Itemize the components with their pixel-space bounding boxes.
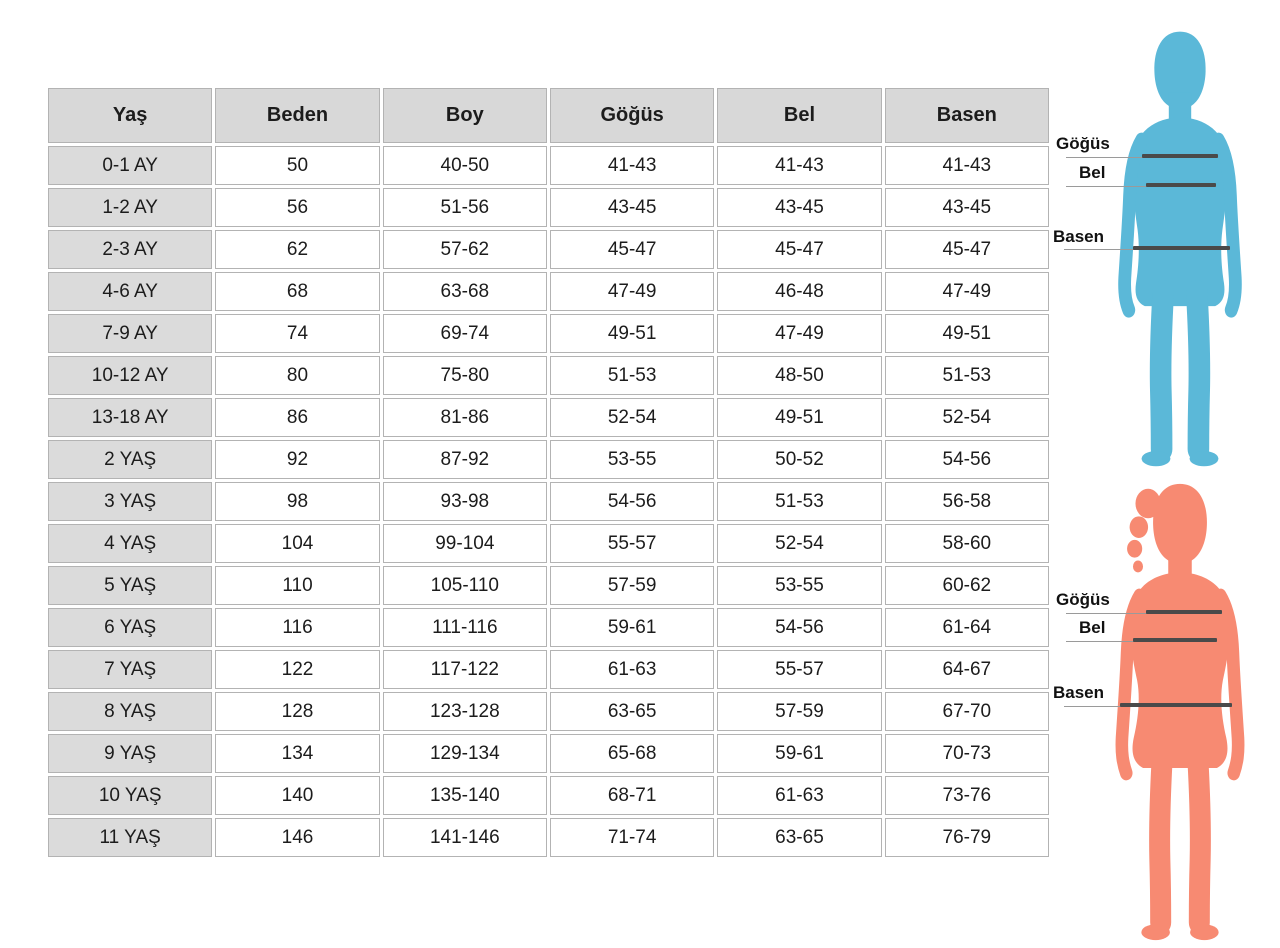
- column-header: Boy: [383, 88, 547, 143]
- size-cell: 52-54: [550, 398, 714, 437]
- size-cell: 68: [215, 272, 379, 311]
- size-cell: 80: [215, 356, 379, 395]
- size-cell: 60-62: [885, 566, 1049, 605]
- size-cell: 57-59: [550, 566, 714, 605]
- hip-measure-line-dark: [1133, 246, 1230, 250]
- size-cell: 86: [215, 398, 379, 437]
- size-cell: 49-51: [717, 398, 881, 437]
- size-cell: 49-51: [885, 314, 1049, 353]
- size-cell: 59-61: [717, 734, 881, 773]
- size-cell: 51-56: [383, 188, 547, 227]
- waist-measure-line-dark: [1146, 183, 1216, 187]
- chest-label: Göğüs: [1056, 134, 1110, 153]
- size-cell: 75-80: [383, 356, 547, 395]
- size-cell: 51-53: [885, 356, 1049, 395]
- age-row-header: 10-12 AY: [48, 356, 212, 395]
- size-cell: 105-110: [383, 566, 547, 605]
- size-cell: 56-58: [885, 482, 1049, 521]
- age-row-header: 2-3 AY: [48, 230, 212, 269]
- size-cell: 47-49: [717, 314, 881, 353]
- table-head: [48, 88, 1049, 143]
- size-cell: 53-55: [550, 440, 714, 479]
- age-row-header: 13-18 AY: [48, 398, 212, 437]
- age-row-header: 9 YAŞ: [48, 734, 212, 773]
- size-cell: 87-92: [383, 440, 547, 479]
- size-cell: 41-43: [717, 146, 881, 185]
- size-cell: 123-128: [383, 692, 547, 731]
- table-row: [48, 608, 1049, 647]
- table-row: [48, 650, 1049, 689]
- size-cell: 110: [215, 566, 379, 605]
- size-cell: 73-76: [885, 776, 1049, 815]
- size-cell: 140: [215, 776, 379, 815]
- table-row: [48, 482, 1049, 521]
- size-cell: 63-68: [383, 272, 547, 311]
- waist-measure-line-dark: [1133, 638, 1217, 642]
- size-cell: 45-47: [885, 230, 1049, 269]
- size-cell: 68-71: [550, 776, 714, 815]
- girl-figure-silhouette: [1096, 476, 1264, 946]
- size-cell: 61-63: [550, 650, 714, 689]
- size-cell: 40-50: [383, 146, 547, 185]
- size-cell: 141-146: [383, 818, 547, 857]
- table-row: [48, 230, 1049, 269]
- size-cell: 52-54: [717, 524, 881, 563]
- size-cell: 135-140: [383, 776, 547, 815]
- size-cell: 71-74: [550, 818, 714, 857]
- table-row: [48, 818, 1049, 857]
- size-cell: 61-64: [885, 608, 1049, 647]
- table-row: [48, 524, 1049, 563]
- age-row-header: 7 YAŞ: [48, 650, 212, 689]
- size-cell: 43-45: [550, 188, 714, 227]
- chest-measure-line-dark: [1146, 610, 1222, 614]
- size-cell: 54-56: [885, 440, 1049, 479]
- size-cell: 134: [215, 734, 379, 773]
- size-cell: 122: [215, 650, 379, 689]
- age-row-header: 4-6 AY: [48, 272, 212, 311]
- age-row-header: 1-2 AY: [48, 188, 212, 227]
- size-cell: 57-62: [383, 230, 547, 269]
- table-row: [48, 272, 1049, 311]
- chest-measure-line-dark: [1142, 154, 1218, 158]
- size-cell: 64-67: [885, 650, 1049, 689]
- size-cell: 98: [215, 482, 379, 521]
- size-cell: 41-43: [550, 146, 714, 185]
- hip-measure-line-dark: [1120, 703, 1232, 707]
- size-cell: 51-53: [717, 482, 881, 521]
- size-cell: 116: [215, 608, 379, 647]
- chest-label: Göğüs: [1056, 590, 1110, 609]
- table-row: [48, 734, 1049, 773]
- table-body: [48, 146, 1049, 857]
- table-row: [48, 692, 1049, 731]
- age-row-header: 11 YAŞ: [48, 818, 212, 857]
- table-row: [48, 776, 1049, 815]
- size-cell: 146: [215, 818, 379, 857]
- age-row-header: 7-9 AY: [48, 314, 212, 353]
- size-cell: 50: [215, 146, 379, 185]
- size-cell: 61-63: [717, 776, 881, 815]
- size-cell: 58-60: [885, 524, 1049, 563]
- table-row: [48, 146, 1049, 185]
- size-cell: 46-48: [717, 272, 881, 311]
- column-header: Göğüs: [550, 88, 714, 143]
- size-cell: 43-45: [885, 188, 1049, 227]
- size-cell: 48-50: [717, 356, 881, 395]
- column-header: Basen: [885, 88, 1049, 143]
- table-row: [48, 440, 1049, 479]
- hip-label: Basen: [1053, 683, 1105, 702]
- size-cell: 54-56: [550, 482, 714, 521]
- age-row-header: 8 YAŞ: [48, 692, 212, 731]
- waist-label: Bel: [1079, 163, 1106, 182]
- size-cell: 59-61: [550, 608, 714, 647]
- size-cell: 45-47: [717, 230, 881, 269]
- size-cell: 69-74: [383, 314, 547, 353]
- column-header: Yaş: [48, 88, 212, 143]
- table-row: [48, 398, 1049, 437]
- size-cell: 67-70: [885, 692, 1049, 731]
- age-row-header: 2 YAŞ: [48, 440, 212, 479]
- size-cell: 93-98: [383, 482, 547, 521]
- age-row-header: 5 YAŞ: [48, 566, 212, 605]
- size-cell: 41-43: [885, 146, 1049, 185]
- size-cell: 128: [215, 692, 379, 731]
- size-cell: 76-79: [885, 818, 1049, 857]
- column-header: Bel: [717, 88, 881, 143]
- size-cell: 57-59: [717, 692, 881, 731]
- hip-label: Basen: [1053, 227, 1105, 246]
- age-row-header: 4 YAŞ: [48, 524, 212, 563]
- size-cell: 99-104: [383, 524, 547, 563]
- size-cell: 104: [215, 524, 379, 563]
- size-cell: 63-65: [550, 692, 714, 731]
- size-cell: 55-57: [717, 650, 881, 689]
- size-cell: 55-57: [550, 524, 714, 563]
- size-cell: 53-55: [717, 566, 881, 605]
- age-row-header: 0-1 AY: [48, 146, 212, 185]
- table-row: [48, 314, 1049, 353]
- size-cell: 52-54: [885, 398, 1049, 437]
- size-cell: 74: [215, 314, 379, 353]
- header-row: [48, 88, 1049, 143]
- size-cell: 62: [215, 230, 379, 269]
- table-row: [48, 188, 1049, 227]
- size-cell: 45-47: [550, 230, 714, 269]
- size-cell: 117-122: [383, 650, 547, 689]
- size-cell: 65-68: [550, 734, 714, 773]
- table-row: [48, 566, 1049, 605]
- size-cell: 43-45: [717, 188, 881, 227]
- size-cell: 111-116: [383, 608, 547, 647]
- age-row-header: 6 YAŞ: [48, 608, 212, 647]
- age-row-header: 10 YAŞ: [48, 776, 212, 815]
- size-table: [45, 85, 1052, 860]
- waist-label: Bel: [1079, 618, 1106, 637]
- size-cell: 70-73: [885, 734, 1049, 773]
- column-header: Beden: [215, 88, 379, 143]
- size-cell: 51-53: [550, 356, 714, 395]
- size-cell: 129-134: [383, 734, 547, 773]
- size-cell: 56: [215, 188, 379, 227]
- size-cell: 81-86: [383, 398, 547, 437]
- size-cell: 54-56: [717, 608, 881, 647]
- size-cell: 47-49: [550, 272, 714, 311]
- size-cell: 47-49: [885, 272, 1049, 311]
- size-cell: 49-51: [550, 314, 714, 353]
- table-row: [48, 356, 1049, 395]
- size-cell: 63-65: [717, 818, 881, 857]
- size-cell: 50-52: [717, 440, 881, 479]
- size-cell: 92: [215, 440, 379, 479]
- age-row-header: 3 YAŞ: [48, 482, 212, 521]
